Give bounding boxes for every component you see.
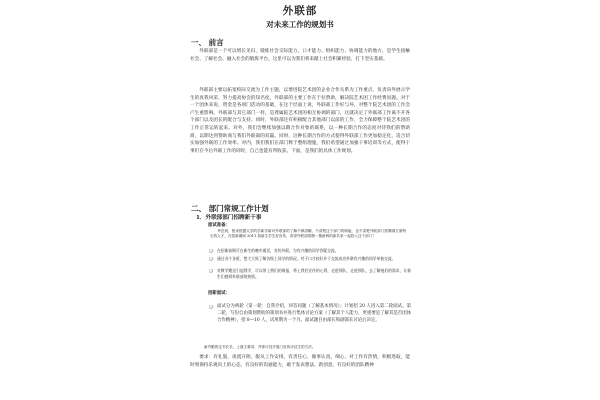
section-heading-plan: 二、 部门常规工作计划 (191, 204, 269, 213)
preface-paragraph-1: 外联部是一个可以增长见识、锻炼社会交际能力、口才能力、组织能力、协调能力的地方，是学生接触社会、了解社会、融入社会的锻炼平台。这里可以为我们将来踏上社会积累经验，打下坚实基础。 (190, 49, 410, 62)
document-title: 外联部 (282, 5, 318, 17)
document-page (186, 0, 414, 400)
notice-line: 新外勤的定书长长，上面主要讲，并即计其开展门宣传评估生的方法。 (204, 345, 316, 349)
subsection-heading-recruit: 1．外联部部门招聘新干事 (196, 215, 262, 221)
interview-bullet-1: ❑ 面试分为两轮（第一轮：自我介绍，回答问题（了解基本情况）；计划招 20 人进入第二轮面试。第二轮，写份自由策划赞助的策划书并进行集体讨论方案（了解其个人能力，更重要是了解其是否团体合作精神），招 8—10 人，试用期为一个月。面试题目由部长和副部长讨论后决定。 (209, 304, 411, 323)
recruit-intro-paragraph: 考虑到，根来根据大学的学新学新对外联部的了解不够清晰，不清楚这个部门的职能，也不清楚外联部门需要哪方面特长的人才，在招新期间 2011 届新生学生好宣传，希望外联部招聘一梗新鲜的新共来一起投入这个部门！ (210, 229, 406, 239)
requirements-paragraph: 要求：有礼貌，谈流开朗，服从工作安排，有责任心，做事认真，细心，对工作有热情，积极进取，能时刻保持乐观向上的心态，有良好的沟通能力，敢于发表想法、新创意，有良好的团队精神 (190, 355, 410, 368)
preface-paragraph-2: 外联部主要以拓宽校际交流为工作主题，以增进院艺术团的企业合作关系为工作重点，负责向外展示学生的真我风采，努力提高协会的知名度。外联部的主要工作在于拉赞助，解决院艺术团工作经费问题。对于一个团体来说，资金是各项门活动的基础，在这个层面上说，外联部工作好与坏，对整个院艺术团的工作会产生重影响。外联部与其它部门一样，是龚属院艺术团的相互协调的部门，这就决定了外联部工作离不开各个部门以及团长的配合与支持。同时，外联部还有积极配合其他部门以前的工作，全力保障整个院艺术团的工作正常运转起来。对外，我们会继续加强以期合作对象的联系，以一种长期合作的态度对待我们的赞助商，以期达到赞助商与我们外联部的双赢。同时，这种长期合作的方式使得外联部工作更加稳定化，适合切实加强外联的工作效率。对内，我们我们在部门释于整组理施，我们希望通过加强干事培训等方式，使得干事们在今后外联工作的同时，自己也能有所收获。下面，是我们的具体工作规划。 (190, 88, 410, 154)
recruit-bullet-1: ❑ 在招新前期可在新生的晚中通话，宣传外联，为有兴趣的同学答疑交流。 (209, 248, 339, 253)
checkbox-bullet-icon: ❑ (209, 248, 213, 253)
checkbox-bullet-icon: ❑ (209, 268, 213, 273)
document-subtitle: 对未来工作的规划书 (266, 20, 334, 29)
checkbox-bullet-icon: ❑ (209, 256, 213, 261)
recruit-bullet-3: ❑ 对教学搬送引起领学，可以带上我们的海报，带上我们宣传的心得，走进领队，走进领队，去了解他们的需求，让新生们感到外联部的热情。 (209, 268, 411, 279)
section-heading-preface: 一、 前言 (191, 38, 224, 47)
subsection-heading-prep: 面试准备： (208, 223, 230, 228)
checkbox-bullet-icon: ❑ (209, 304, 213, 309)
interview-heading: 招新面试： (208, 291, 230, 296)
recruit-bullet-2: ❑ 通过各个各班，想大大致了解各级上同学的情况，对于口才较好并于交流成功外联有兴趣的同学单独交流。 (209, 256, 396, 261)
